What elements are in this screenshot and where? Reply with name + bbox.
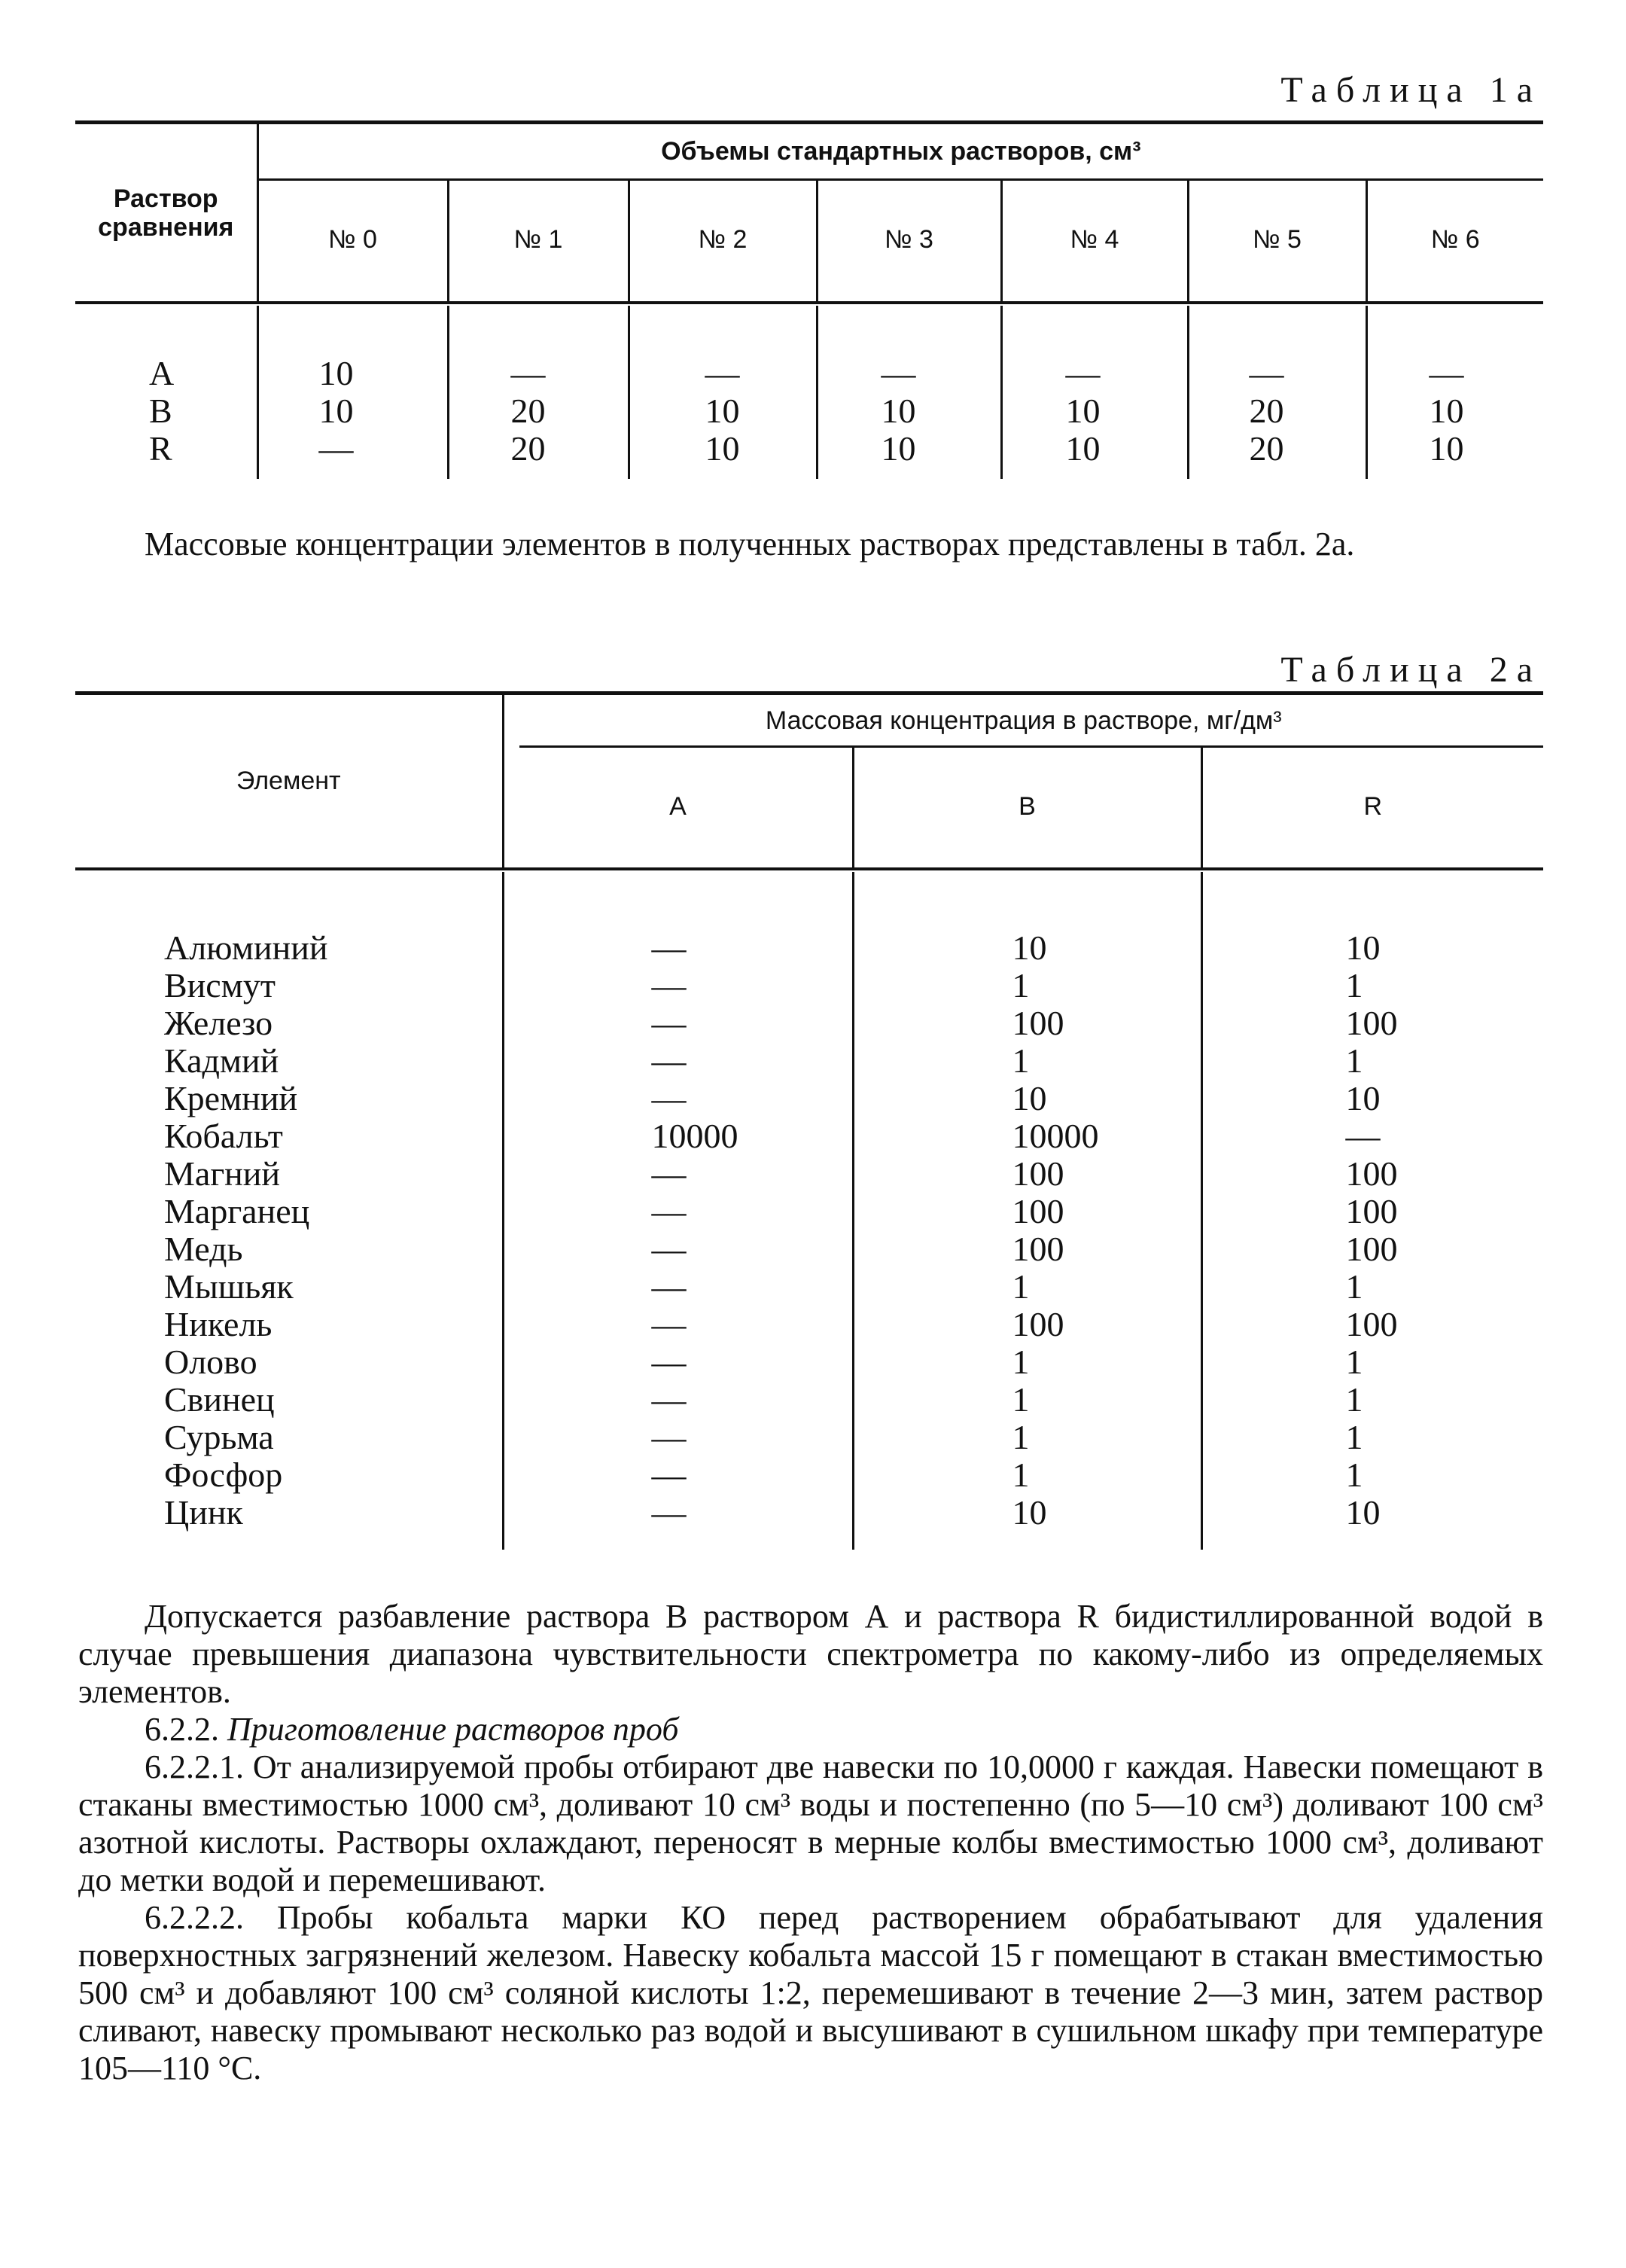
table2-element-name: Магний	[164, 1154, 281, 1193]
table1-col-values: 10 10 —	[257, 306, 448, 479]
table2-value-r: 1	[1345, 1267, 1363, 1306]
table2-value-a: —	[651, 1154, 687, 1193]
table1-col-values: — 10 10	[1429, 354, 1464, 468]
table2-group-header: Массовая концентрация в растворе, мг/дм³	[765, 706, 1282, 735]
table2-value-b: 10	[1012, 1079, 1047, 1117]
table2-value-a: —	[651, 928, 687, 967]
table2-value-b: 100	[1012, 1004, 1064, 1042]
table2-element-name: Свинец	[164, 1380, 275, 1419]
table2-value-r: 1	[1345, 1343, 1363, 1381]
table2-value-a: —	[651, 1380, 687, 1419]
table1	[75, 124, 1543, 479]
table2-value-b: 1	[1012, 1418, 1030, 1456]
table2-element-name: Кобальт	[164, 1117, 283, 1155]
table1-col-header: № 1	[448, 178, 629, 301]
table2-element-name: Фосфор	[164, 1456, 283, 1494]
table2-value-a: —	[651, 1230, 687, 1268]
table2-value-r: 1	[1345, 1380, 1363, 1419]
table2-element-name: Железо	[164, 1004, 273, 1042]
table2-column-r	[1201, 872, 1543, 1550]
table2-value-a: —	[651, 1004, 687, 1042]
table2-col-header: B	[853, 746, 1201, 867]
table2-value-a: 10000	[651, 1117, 738, 1155]
section-heading	[78, 1711, 1543, 1748]
table2-element-name: Висмут	[164, 966, 276, 1004]
table2-element-name: Никель	[164, 1305, 273, 1343]
table2-value-b: 1	[1012, 1343, 1030, 1381]
table2-element-name: Мышьяк	[164, 1267, 294, 1306]
table2-elements-column	[75, 872, 503, 1550]
table2-value-r: 10	[1345, 1079, 1381, 1117]
table1-col-values: — 10 10	[1001, 306, 1188, 479]
table2-value-a: —	[651, 1041, 687, 1080]
table1-col-values: — 20 20	[448, 306, 629, 479]
table1-col-header: № 3	[817, 178, 1001, 301]
table2-col-header: A	[503, 746, 853, 867]
table2-col-header: R	[1363, 792, 1383, 821]
paragraph-dilution: Допускается разбавление раствора В раствором А и раствора R бидистиллированной водой в случае превышения диапазона чувствительности спектрометра по какому-либо из определяемых элементов.	[78, 1598, 1543, 1710]
table2-value-b: 10	[1012, 928, 1047, 967]
body-text	[78, 1598, 1543, 2087]
section-number: 6.2.2.	[145, 1711, 219, 1748]
table2-value-b: 10000	[1012, 1117, 1099, 1155]
table2-value-a: —	[651, 1192, 687, 1230]
table1-col-header: № 0	[257, 178, 448, 301]
table2-value-b: 1	[1012, 1041, 1030, 1080]
table1-col-values: — 10 10	[629, 306, 817, 479]
table2-element-name: Марганец	[164, 1192, 310, 1230]
table2-value-r: 10	[1345, 928, 1381, 967]
table2-element-name: Кремний	[164, 1079, 298, 1117]
table2-value-r: —	[1345, 1117, 1381, 1155]
table2-element-name: Кадмий	[164, 1041, 279, 1080]
table2-value-r: 100	[1345, 1192, 1398, 1230]
table2-element-name: Медь	[164, 1230, 243, 1268]
table2-value-b: 100	[1012, 1305, 1064, 1343]
table2-value-a: —	[651, 1267, 687, 1306]
table2-value-r: 100	[1345, 1305, 1398, 1343]
table2-value-b: 1	[1012, 966, 1030, 1004]
table1-group-header: Объемы стандартных растворов, см³	[661, 136, 1141, 166]
paragraph-table2-reference: Массовые концентрации элементов в полученных растворах представлены в табл. 2а.	[145, 526, 1355, 562]
table1-col-values: — 10 10	[817, 306, 1001, 479]
table2-value-r: 100	[1345, 1230, 1398, 1268]
table2-value-r: 100	[1345, 1004, 1398, 1042]
table2-value-a: —	[651, 1305, 687, 1343]
table2-value-r: 100	[1345, 1154, 1398, 1193]
table2-value-a: —	[651, 1493, 687, 1532]
paragraph-6-2-2-1: 6.2.2.1. От анализируемой пробы отбирают две навески по 10,0000 г каждая. Навески помещают в стаканы вместимостью 1000 см³, доливают 10 см³ воды и постепенно (по 5—10 см³) доливают 100 см³ азотной кислоты. Растворы охлаждают, переносят в мерные колбы вместимостью 1000 см³, доливают до метки водой и перемешивают.	[78, 1748, 1543, 1898]
table2-value-a: —	[651, 966, 687, 1004]
table2-value-a: —	[651, 1456, 687, 1494]
table1-col-header: № 6	[1430, 225, 1480, 254]
table2-column-a	[503, 872, 853, 1550]
table2-value-a: —	[651, 1418, 687, 1456]
table2-element-name: Олово	[164, 1343, 257, 1381]
table1-col-header: № 2	[629, 178, 817, 301]
paragraph-6-2-2-2: 6.2.2.2. Пробы кобальта марки КО перед растворением обрабатывают для удаления поверхностных загрязнений железом. Навеску кобальта массой 15 г помещают в стакан вместимостью 500 см³ и добавляют 100 см³ соляной кислоты 1:2, перемешивают в течение 2—3 мин, затем раствор сливают, навеску промывают несколько раз водой и высушивают в сушильном шкафу при температуре 105—110 °С.	[78, 1899, 1543, 2087]
table2-caption: Таблица 2а	[1280, 650, 1542, 690]
table1-caption: Таблица 1а	[1280, 70, 1542, 110]
table1-col-header: № 4	[1001, 178, 1188, 301]
table2-value-a: —	[651, 1343, 687, 1381]
table1-row-header: Раствор сравнения	[75, 124, 257, 301]
table2-element-name: Алюминий	[164, 928, 328, 967]
table2-element-name: Сурьма	[164, 1418, 274, 1456]
section-title: Приготовление растворов проб	[227, 1711, 679, 1748]
table2-value-a: —	[651, 1079, 687, 1117]
table2-value-b: 1	[1012, 1380, 1030, 1419]
table2-row-header: Элемент	[75, 695, 503, 867]
table2-value-b: 1	[1012, 1267, 1030, 1306]
table2-value-r: 1	[1345, 1041, 1363, 1080]
table2-value-b: 1	[1012, 1456, 1030, 1494]
table2-value-r: 1	[1345, 1418, 1363, 1456]
table2-value-b: 100	[1012, 1230, 1064, 1268]
table2-value-r: 1	[1345, 966, 1363, 1004]
table1-col-header: № 5	[1188, 178, 1366, 301]
table2-value-r: 10	[1345, 1493, 1381, 1532]
table2-column-b	[853, 872, 1201, 1550]
table2-value-b: 100	[1012, 1192, 1064, 1230]
table1-row-labels: А В R	[75, 306, 257, 479]
table2-value-r: 1	[1345, 1456, 1363, 1494]
table2-value-b: 100	[1012, 1154, 1064, 1193]
table1-col-values: — 20 20	[1188, 306, 1366, 479]
table2-value-b: 10	[1012, 1493, 1047, 1532]
table2-element-name: Цинк	[164, 1493, 243, 1532]
table2	[75, 695, 1543, 1550]
